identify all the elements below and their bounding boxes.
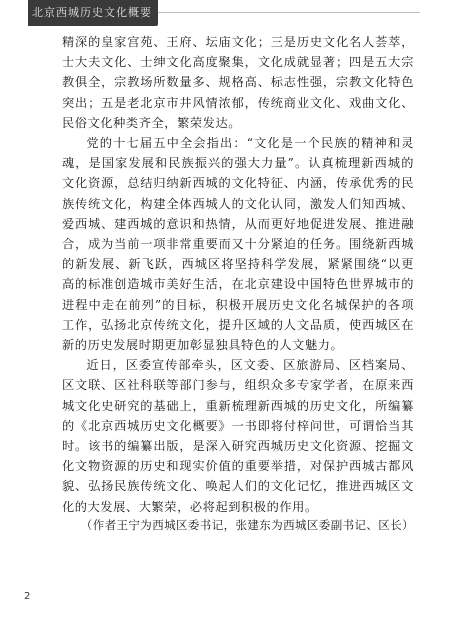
paragraph-continued: 精深的皇家宫苑、王府、坛庙文化；三是历史文化名人荟萃，士大夫文化、士绅文化高度聚集，文化成就显著；四是五大宗教俱全，宗教场所数量多、规格高、标志性强，宗教文化特色突出；五是老北京市井风情浓郁，传统商业文化、戏曲文化、民俗文化种类齐全，繁荣发达。 xyxy=(62,35,414,130)
running-header xyxy=(28,0,158,26)
header-rule xyxy=(158,12,420,13)
body-text xyxy=(62,32,414,517)
page-number: 2 xyxy=(24,591,31,602)
paragraph: 党的十七届五中全会指出：“文化是一个民族的精神和灵魂，是国家发展和民族振兴的强大力量”。认真梳理新西城的文化资源，总结归纳新西城的文化特征、内涵，传承优秀的民族传统文化，构建全体西城人的文化认同，激发人们知西城、爱西城、建西城的意识和热情，从而更好地促进发展、推进融合，成为当前一项非常重要而又十分紧迫的任务。围绕新西城的新发展、新飞跃，西城区将坚持科学发展，紧紧围绕“以更高的标准创造城市美好生活，在北京建设中国特色世界城市的进程中走在前列”的目标，积极开展历史文化名城保护的各项工作，弘扬北京传统文化，提升区域的人文品质，使西城区在新的历史发展时期更加彰显独具特色的人文魅力。 xyxy=(62,136,414,353)
paragraph: 近日，区委宣传部牵头，区文委、区旅游局、区档案局、区文联、区社科联等部门参与，组织众多专家学者，在原来西城文化史研究的基础上，重新梳理新西城的历史文化，所编纂的《北京西城历史文化概要》一书即将付梓问世，可谓恰当其时。该书的编纂出版，是深入研究西城历史文化资源、挖掘文化文物资源的历史和现实价值的重要举措，对保护西城古都风貌、弘扬民族传统文化、唤起人们的文化记忆，推进西城区文化的大发展、大繁荣，必将起到积极的作用。 xyxy=(62,358,414,514)
running-header-title: 北京西城历史文化概要 xyxy=(32,6,152,19)
author-note: （作者王宁为西城区委书记，张建东为西城区委副书记、区长） xyxy=(80,518,414,532)
